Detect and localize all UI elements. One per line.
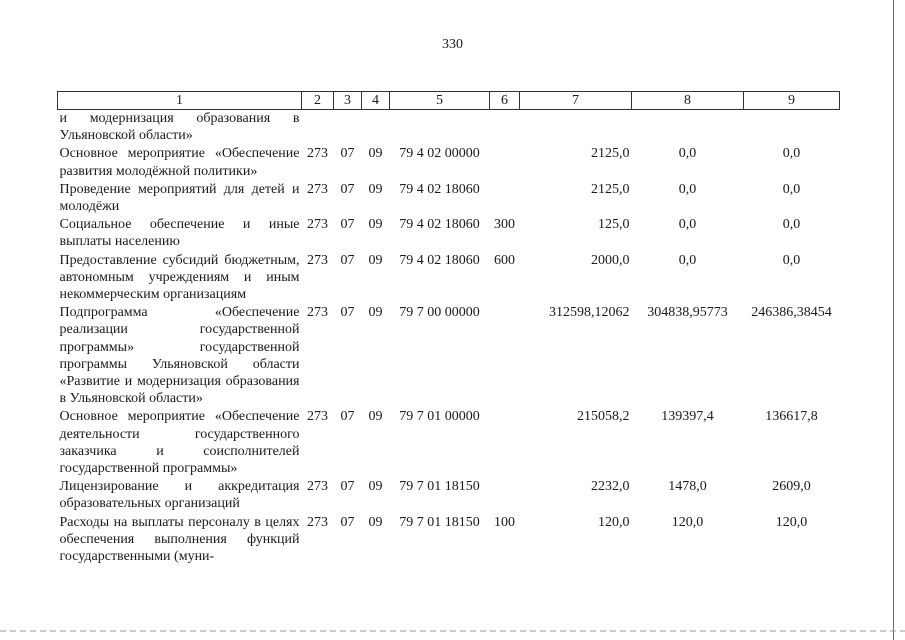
row-name: Предоставление субсидий бюджетным, автономным учреждениям и иным некоммерческим организациям xyxy=(59,252,300,303)
row-col-6 xyxy=(490,181,520,216)
row-col-3: 07 xyxy=(340,305,355,321)
row-col-8: 0,0 xyxy=(678,146,697,162)
table-row xyxy=(58,252,840,305)
table-header-row xyxy=(58,92,840,110)
row-col-6 xyxy=(490,304,520,408)
row-name: Расходы на выплаты персоналу в целях обеспечения выполнения функций государственными (муни- xyxy=(59,514,300,565)
row-col-4: 09 xyxy=(368,181,383,197)
column-header-6: 6 xyxy=(490,92,520,110)
row-col-4: 09 xyxy=(368,409,383,425)
row-col-7: 312598,12062 xyxy=(549,305,630,321)
row-col-9: 0,0 xyxy=(782,252,801,268)
row-col-3: 07 xyxy=(340,181,355,197)
row-col-5: 79 7 01 18150 xyxy=(399,514,480,530)
row-col-5: 79 4 02 00000 xyxy=(399,146,480,162)
row-col-2: 273 xyxy=(307,181,328,197)
table-row xyxy=(58,181,840,216)
row-col-3: 07 xyxy=(340,514,355,530)
row-col-4: 09 xyxy=(368,479,383,495)
row-col-9: 0,0 xyxy=(782,181,801,197)
row-col-5: 79 7 01 00000 xyxy=(399,409,480,425)
row-col-8: 304838,95773 xyxy=(647,305,728,321)
row-col-3: 07 xyxy=(340,146,355,162)
row-col-4: 09 xyxy=(368,514,383,530)
row-col-2: 273 xyxy=(307,146,328,162)
row-col-7: 120,0 xyxy=(598,514,630,530)
table-row xyxy=(58,478,840,513)
table-row xyxy=(58,408,840,478)
page-number: 330 xyxy=(442,37,463,52)
row-col-7: 2125,0 xyxy=(591,146,630,162)
column-header-1: 1 xyxy=(58,92,302,110)
table-row xyxy=(58,145,840,180)
row-col-8: 0,0 xyxy=(678,217,697,233)
row-col-7: 2232,0 xyxy=(591,479,630,495)
row-col-8: 120,0 xyxy=(671,514,704,530)
row-col-5: 79 4 02 18060 xyxy=(399,181,480,197)
row-col-6: 300 xyxy=(494,217,515,233)
row-name: Основное мероприятие «Обеспечение деятельности государственного заказчика и соисполнителей государственной программы» xyxy=(59,409,300,477)
row-col-4: 09 xyxy=(368,305,383,321)
page-edge-line xyxy=(893,0,894,640)
row-col-6 xyxy=(490,110,520,146)
row-col-3: 07 xyxy=(340,217,355,233)
table-row xyxy=(58,216,840,251)
row-col-3: 07 xyxy=(340,479,355,495)
row-col-6: 100 xyxy=(494,514,515,530)
row-col-2: 273 xyxy=(307,479,328,495)
row-col-6 xyxy=(490,145,520,180)
table-row xyxy=(58,304,840,408)
row-name: Основное мероприятие «Обеспечение развития молодёжной политики» xyxy=(59,146,300,179)
row-col-9: 120,0 xyxy=(775,514,808,530)
row-col-3: 07 xyxy=(340,409,355,425)
column-header-9: 9 xyxy=(744,92,840,110)
row-name: и модернизация образования в Ульяновской области» xyxy=(59,111,300,144)
row-col-5 xyxy=(390,110,490,146)
row-col-8: 139397,4 xyxy=(661,409,714,425)
row-name: Подпрограмма «Обеспечение реализации государственной программы» государственной программы Ульяновской области «Развитие и модернизация образования в Ульяновской области» xyxy=(59,305,300,407)
row-name: Лицензирование и аккредитация образовательных организаций xyxy=(59,479,300,512)
row-col-9: 136617,8 xyxy=(765,409,818,425)
row-col-5: 79 7 01 18150 xyxy=(399,479,480,495)
row-col-9: 2609,0 xyxy=(772,479,811,495)
row-col-8: 1478,0 xyxy=(668,479,707,495)
row-col-8 xyxy=(632,110,744,146)
row-col-5: 79 4 02 18060 xyxy=(399,252,480,268)
row-col-4: 09 xyxy=(368,146,383,162)
budget-table xyxy=(57,91,840,566)
row-col-2: 273 xyxy=(307,305,328,321)
scan-edge-noise xyxy=(0,630,905,632)
row-col-5: 79 7 00 00000 xyxy=(399,305,480,321)
column-header-3: 3 xyxy=(334,92,362,110)
row-col-3: 07 xyxy=(340,252,355,268)
row-col-6 xyxy=(490,408,520,478)
row-col-2: 273 xyxy=(307,217,328,233)
row-name: Социальное обеспечение и иные выплаты населению xyxy=(59,217,300,250)
row-col-7 xyxy=(520,110,632,146)
column-header-8: 8 xyxy=(632,92,744,110)
column-header-7: 7 xyxy=(520,92,632,110)
row-col-7: 2125,0 xyxy=(591,181,630,197)
row-col-9: 0,0 xyxy=(782,146,801,162)
row-col-7: 2000,0 xyxy=(591,252,630,268)
column-header-5: 5 xyxy=(390,92,490,110)
row-col-4 xyxy=(362,110,390,146)
table-row xyxy=(58,110,840,146)
row-col-9: 246386,38454 xyxy=(751,305,832,321)
row-col-9 xyxy=(744,110,840,146)
row-col-2: 273 xyxy=(307,252,328,268)
row-col-6 xyxy=(490,478,520,513)
row-col-9: 0,0 xyxy=(782,217,801,233)
row-col-7: 125,0 xyxy=(598,217,630,233)
row-col-2 xyxy=(302,110,334,146)
row-col-2: 273 xyxy=(307,514,328,530)
table-row xyxy=(58,514,840,567)
row-col-8: 0,0 xyxy=(678,181,697,197)
row-col-4: 09 xyxy=(368,252,383,268)
row-name: Проведение мероприятий для детей и молодёжи xyxy=(59,181,300,215)
row-col-2: 273 xyxy=(307,409,328,425)
row-col-5: 79 4 02 18060 xyxy=(399,217,480,233)
column-header-2: 2 xyxy=(302,92,334,110)
row-col-3 xyxy=(334,110,362,146)
row-col-7: 215058,2 xyxy=(577,409,630,425)
column-header-4: 4 xyxy=(362,92,390,110)
row-col-8: 0,0 xyxy=(678,252,697,268)
row-col-6: 600 xyxy=(494,252,515,268)
row-col-4: 09 xyxy=(368,217,383,233)
